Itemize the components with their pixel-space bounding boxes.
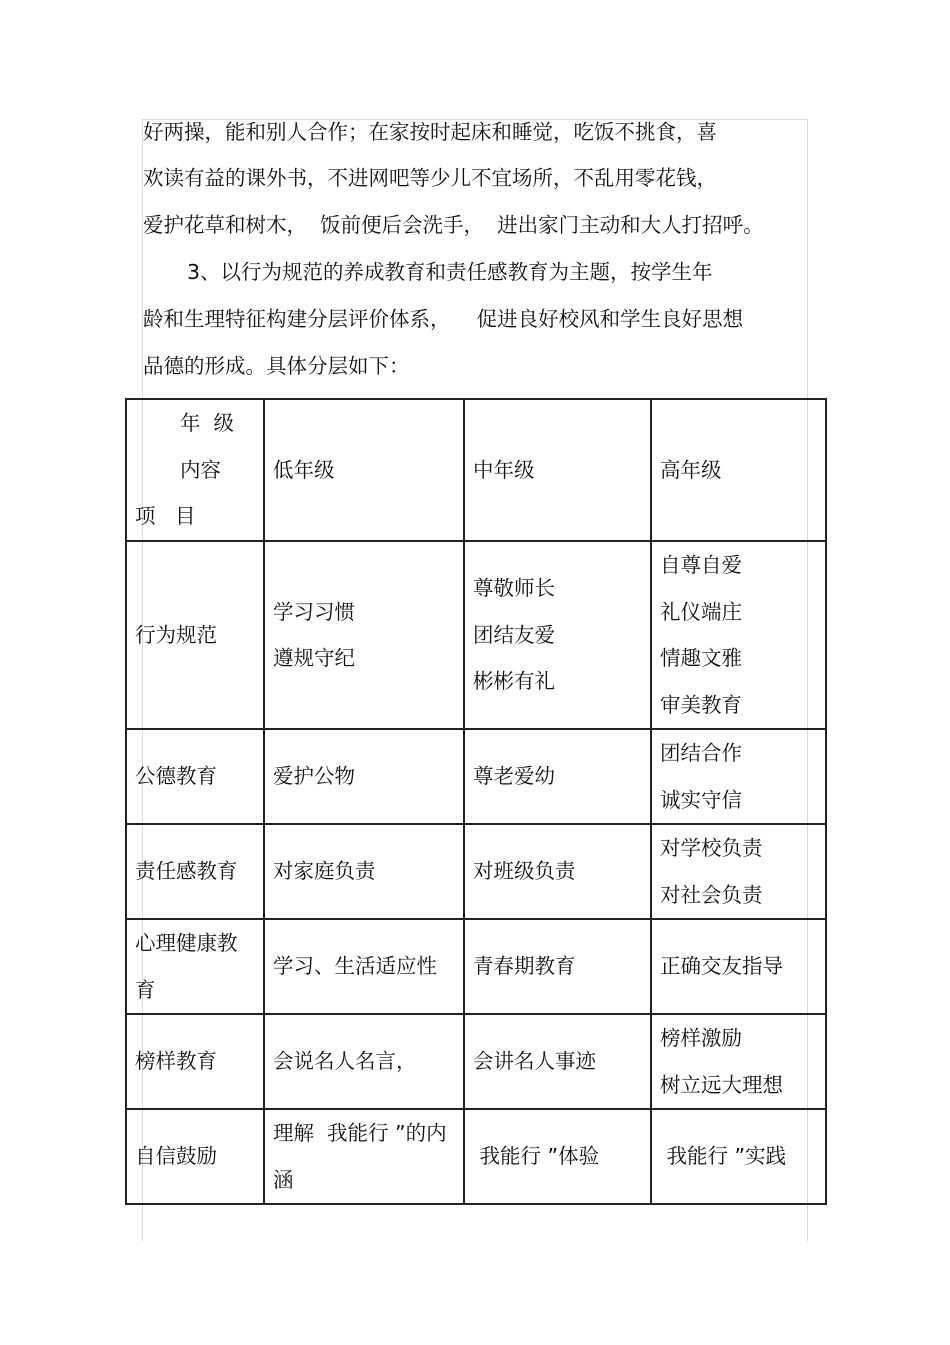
row-low-cell: 理解 我能行 ”的内 涵 bbox=[264, 1109, 464, 1204]
table-row bbox=[126, 1014, 826, 1109]
paragraph-line: 爱护花草和树木， 饭前便后会洗手， 进出家门主动和大人打招呼。 bbox=[143, 213, 764, 237]
row-mid-cell: 尊敬师长 团结友爱 彬彬有礼 bbox=[464, 541, 651, 729]
header-low-grade: 低年级 bbox=[264, 399, 464, 541]
row-mid-cell: 对班级负责 bbox=[464, 824, 651, 919]
row-low-cell: 会说名人名言， bbox=[264, 1014, 464, 1109]
row-mid-cell: 会讲名人事迹 bbox=[464, 1014, 651, 1109]
row-low-cell: 学习习惯 遵规守纪 bbox=[264, 541, 464, 729]
row-high-cell: 正确交友指导 bbox=[651, 919, 826, 1014]
evaluation-table bbox=[125, 398, 827, 1205]
row-high-cell: 我能行 ”实践 bbox=[651, 1109, 826, 1204]
row-high-cell: 自尊自爱 礼仪端庄 情趣文雅 审美教育 bbox=[651, 541, 826, 729]
header-corner-cell bbox=[126, 399, 264, 541]
header-grade-label: 年 级 bbox=[180, 411, 235, 436]
row-high-cell: 团结合作 诚实守信 bbox=[651, 729, 826, 824]
row-item-cell: 公德教育 bbox=[126, 729, 264, 824]
row-item-cell: 行为规范 bbox=[126, 541, 264, 729]
row-item-cell: 心理健康教 育 bbox=[126, 919, 264, 1014]
header-item-label: 项 目 bbox=[135, 504, 196, 529]
row-high-cell: 榜样激励 树立远大理想 bbox=[651, 1014, 826, 1109]
table-row bbox=[126, 541, 826, 729]
row-low-cell: 学习、生活适应性 bbox=[264, 919, 464, 1014]
paragraph-line: 欢读有益的课外书，不进网吧等少儿不宜场所，不乱用零花钱， bbox=[143, 166, 717, 190]
header-high-grade: 高年级 bbox=[651, 399, 826, 541]
row-mid-cell: 我能行 ”体验 bbox=[464, 1109, 651, 1204]
row-item-cell: 榜样教育 bbox=[126, 1014, 264, 1109]
row-item-cell: 责任感教育 bbox=[126, 824, 264, 919]
table-row bbox=[126, 729, 826, 824]
table-row bbox=[126, 1109, 826, 1204]
header-mid-grade: 中年级 bbox=[464, 399, 651, 541]
row-low-cell: 对家庭负责 bbox=[264, 824, 464, 919]
row-item-cell: 自信鼓励 bbox=[126, 1109, 264, 1204]
row-mid-cell: 尊老爱幼 bbox=[464, 729, 651, 824]
table-row bbox=[126, 919, 826, 1014]
table-row bbox=[126, 824, 826, 919]
row-low-cell: 爱护公物 bbox=[264, 729, 464, 824]
table-header-row bbox=[126, 399, 826, 541]
paragraph-line: 龄和生理特征构建分层评价体系， 促进良好校风和学生良好思想 bbox=[143, 307, 744, 331]
header-content-label: 内容 bbox=[180, 457, 221, 482]
paragraph-line: 好两操，能和别人合作；在家按时起床和睡觉，吃饭不挑食，喜 bbox=[143, 120, 717, 144]
row-high-cell: 对学校负责 对社会负责 bbox=[651, 824, 826, 919]
row-mid-cell: 青春期教育 bbox=[464, 919, 651, 1014]
paragraph-line: 品德的形成。具体分层如下： bbox=[143, 354, 410, 378]
section-3-heading-line: 3、以行为规范的养成教育和责任感教育为主题，按学生年 bbox=[187, 260, 713, 284]
